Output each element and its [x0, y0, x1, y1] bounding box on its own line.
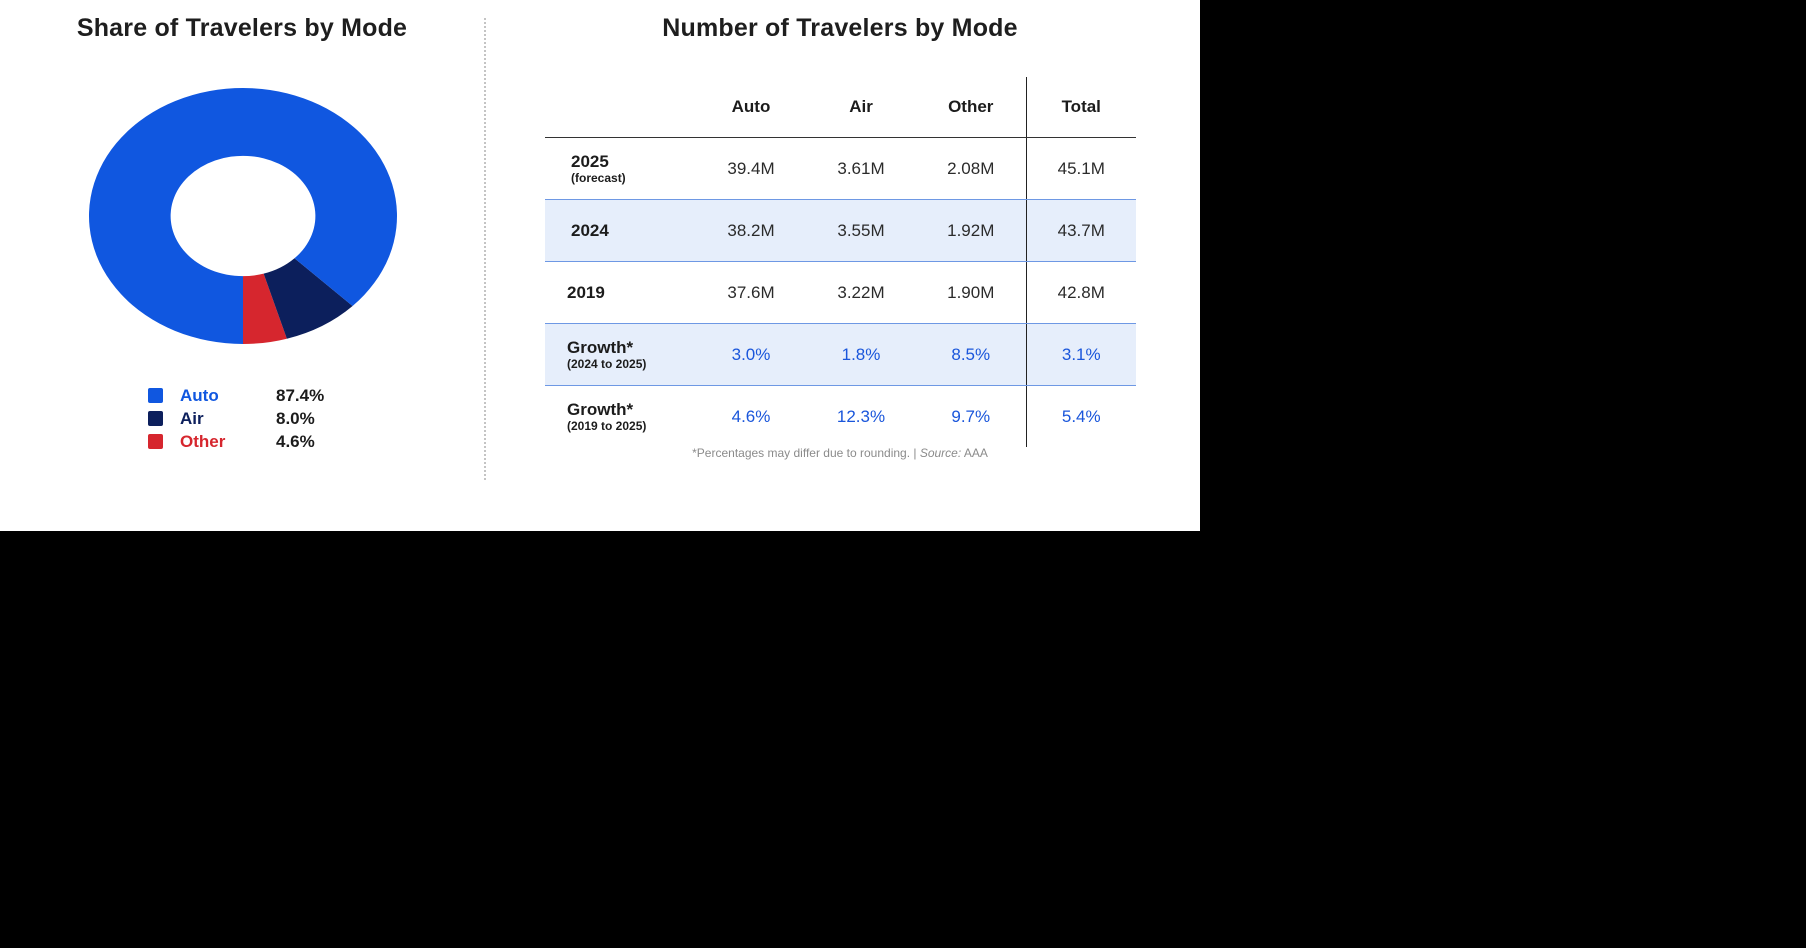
header-other: Other [916, 77, 1026, 138]
donut-legend [148, 384, 324, 453]
row-label: 2024 [571, 221, 609, 240]
table-row-2024 [545, 200, 1136, 262]
row-label: 2025 [571, 151, 609, 171]
cell-total: 3.1% [1026, 324, 1136, 386]
number-table-title: Number of Travelers by Mode [662, 14, 1018, 42]
legend-label-auto: Auto [180, 385, 219, 405]
cell-auto: 4.6% [731, 406, 771, 426]
cell-air: 3.55M [806, 200, 916, 262]
row-label: Growth* [567, 337, 634, 357]
cell-air: 3.22M [806, 262, 916, 324]
header-blank [545, 77, 696, 138]
legend-swatch-air [148, 411, 163, 426]
legend-item-auto [148, 384, 324, 407]
cell-air: 12.3% [836, 406, 886, 426]
cell-other: 1.90M [916, 262, 1026, 324]
legend-item-other [148, 430, 324, 453]
row-sublabel: (forecast) [571, 170, 626, 185]
row-sublabel: (2024 to 2025) [567, 356, 647, 371]
header-air: Air [806, 77, 916, 138]
cell-auto: 3.0% [696, 324, 806, 386]
cell-air: 3.61M [806, 138, 916, 200]
cell-auto: 37.6M [696, 262, 806, 324]
legend-label-other: Other [180, 431, 226, 451]
cell-total: 5.4% [1026, 386, 1136, 448]
table-row-2019 [545, 262, 1136, 324]
legend-item-air [148, 407, 324, 430]
row-header [545, 200, 696, 262]
cell-other: 2.08M [916, 138, 1026, 200]
infographic-panel [0, 0, 1200, 531]
cell-auto: 38.2M [696, 200, 806, 262]
row-label: Growth* [567, 399, 634, 419]
source-label: Source: [919, 446, 962, 460]
row-label: 2019 [567, 283, 605, 302]
legend-value-air: 8.0% [276, 408, 315, 428]
cell-total: 45.1M [1026, 138, 1136, 200]
panel-divider [484, 18, 486, 480]
table-row-growth-2019-2025 [545, 386, 1136, 448]
header-auto: Auto [696, 77, 806, 138]
donut-chart [80, 80, 406, 350]
row-header [545, 262, 696, 324]
cell-auto: 39.4M [696, 138, 806, 200]
footnote [545, 446, 1135, 460]
share-chart-title: Share of Travelers by Mode [76, 14, 408, 42]
cell-other: 1.92M [916, 200, 1026, 262]
cell-other: 8.5% [916, 324, 1026, 386]
travelers-table [545, 77, 1136, 447]
legend-label-air: Air [180, 408, 204, 428]
table-row-growth-2024-2025 [545, 324, 1136, 386]
cell-total: 43.7M [1026, 200, 1136, 262]
cell-air: 1.8% [806, 324, 916, 386]
legend-value-auto: 87.4% [276, 385, 325, 405]
table-row-2025 [545, 138, 1136, 200]
table-header-row [545, 77, 1136, 138]
cell-other: 9.7% [951, 406, 991, 426]
footnote-text: *Percentages may differ due to rounding. | [692, 446, 920, 460]
row-header [545, 324, 696, 386]
header-total: Total [1026, 77, 1136, 138]
row-header [545, 386, 696, 448]
legend-value-other: 4.6% [276, 431, 315, 451]
legend-swatch-other [148, 434, 163, 449]
row-sublabel: (2019 to 2025) [567, 418, 647, 433]
row-header [545, 138, 696, 200]
legend-swatch-auto [148, 388, 163, 403]
source-value: AAA [961, 446, 988, 460]
cell-total: 42.8M [1026, 262, 1136, 324]
